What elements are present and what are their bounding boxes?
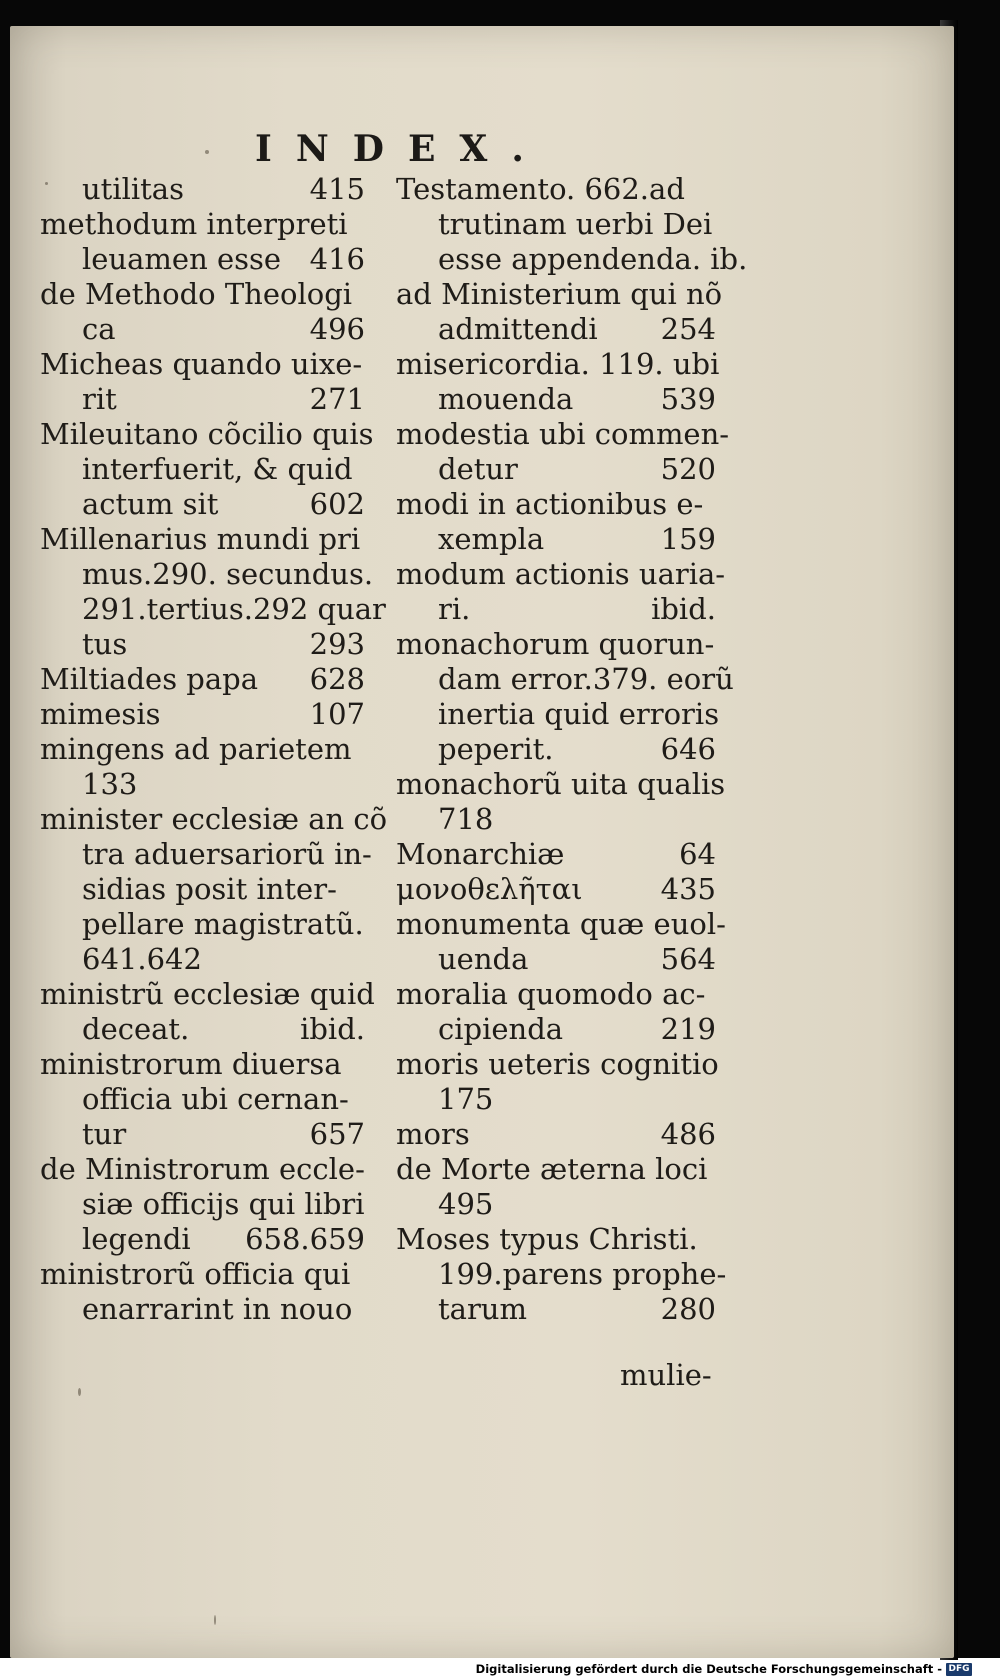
index-entry: [396, 277, 723, 312]
entry-text: Mileuitano cõcilio quis: [40, 417, 374, 451]
entry-text: sidias posit inter-: [82, 872, 337, 906]
entry-page-number: 271: [309, 382, 365, 416]
ink-spot: [214, 1615, 216, 1625]
index-entry: [40, 1222, 365, 1257]
index-entry: [396, 207, 716, 242]
entry-text: legendi: [82, 1222, 191, 1256]
entry-text: detur: [438, 452, 518, 486]
entry-text: Miltiades papa: [40, 662, 258, 696]
entry-text: monumenta quæ euol-: [396, 907, 726, 941]
entry-page-number: 416: [309, 242, 365, 276]
index-column-left: [40, 172, 388, 1327]
entry-text: mus.290. secundus.: [82, 557, 374, 591]
entry-text: leuamen esse: [82, 242, 282, 276]
entry-text: ad Ministerium qui nõ: [396, 277, 723, 311]
entry-text: 199.parens prophe-: [438, 1257, 727, 1291]
entry-text: Moses typus Christi.: [396, 1222, 698, 1256]
index-entry: [40, 347, 365, 382]
index-entry: [396, 732, 716, 767]
entry-text: modum actionis uaria-: [396, 557, 726, 591]
index-entry: [396, 942, 716, 977]
index-entry: [396, 872, 716, 907]
entry-text: Micheas quando uixe-: [40, 347, 363, 381]
entry-text: Millenarius mundi pri: [40, 522, 361, 556]
dfg-logo: DFG: [946, 1663, 972, 1676]
index-entry: [396, 907, 726, 942]
index-entry: [40, 732, 365, 767]
entry-page-number: ibid.: [651, 592, 716, 626]
entry-text: ca: [82, 312, 116, 346]
entry-text: enarrarint in nouo: [82, 1292, 353, 1326]
entry-text: pellare magistratũ.: [82, 907, 364, 941]
index-entry: [396, 977, 716, 1012]
entry-page-number: 254: [660, 312, 716, 346]
entry-text: monachorum quorun-: [396, 627, 715, 661]
entry-text: inertia quid erroris: [438, 697, 720, 731]
index-entry: [40, 837, 372, 872]
entry-text: de Morte æterna loci: [396, 1152, 708, 1186]
index-entry: [40, 767, 365, 802]
index-entry: [40, 557, 374, 592]
index-entry: [396, 487, 716, 522]
entry-text: misericordia. 119. ubi: [396, 347, 720, 381]
index-entry: [40, 1012, 365, 1047]
entry-text: trutinam uerbi Dei: [438, 207, 713, 241]
index-entry: [396, 172, 716, 207]
index-entry: [40, 277, 365, 312]
entry-text: 641.642: [82, 942, 202, 976]
index-entry: [396, 697, 720, 732]
entry-page-number: 435: [660, 872, 716, 906]
entry-page-number: 64: [679, 837, 716, 871]
index-entry: [396, 802, 716, 837]
index-entry: [40, 802, 388, 837]
entry-page-number: 564: [660, 942, 716, 976]
entry-page-number: 496: [309, 312, 365, 346]
ink-spot: [205, 150, 209, 154]
index-column-right: [396, 172, 748, 1327]
index-entry: [40, 452, 365, 487]
catchword: mulie-: [620, 1358, 712, 1392]
index-entry: [40, 1152, 365, 1187]
entry-text: 495: [438, 1187, 494, 1221]
index-entry: [396, 1047, 719, 1082]
index-entry: [40, 417, 374, 452]
entry-page-number: 539: [660, 382, 716, 416]
entry-text: siæ officijs qui libri: [82, 1187, 365, 1221]
entry-text: peperit.: [438, 732, 554, 766]
index-entry: [40, 522, 365, 557]
index-entry: [396, 452, 716, 487]
index-entry: [396, 522, 716, 557]
entry-text: mimesis: [40, 697, 161, 731]
index-entry: [396, 1152, 716, 1187]
entry-page-number: 657: [309, 1117, 365, 1151]
entry-text: Testamento. 662.ad: [396, 172, 685, 206]
index-entry: [40, 662, 365, 697]
index-entry: [40, 382, 365, 417]
entry-page-number: 219: [660, 1012, 716, 1046]
index-entry: [40, 242, 365, 277]
entry-text: tra aduersariorũ in-: [82, 837, 372, 871]
entry-text: cipienda: [438, 1012, 564, 1046]
entry-text: officia ubi cernan-: [82, 1082, 349, 1116]
index-entry: [40, 592, 386, 627]
entry-page-number: 658.659: [245, 1222, 365, 1256]
entry-page-number: 486: [660, 1117, 716, 1151]
entry-text: modestia ubi commen-: [396, 417, 730, 451]
entry-text: de Ministrorum eccle-: [40, 1152, 365, 1186]
entry-text: moralia quomodo ac-: [396, 977, 706, 1011]
entry-page-number: 280: [660, 1292, 716, 1326]
index-entry: [40, 1082, 365, 1117]
entry-page-number: 107: [309, 697, 365, 731]
index-entry: [40, 942, 365, 977]
index-entry: [396, 242, 748, 277]
entry-text: ri.: [438, 592, 471, 626]
entry-text: moris ueteris cognitio: [396, 1047, 719, 1081]
entry-text: uenda: [438, 942, 529, 976]
index-entry: [396, 1222, 716, 1257]
index-entry: [396, 557, 726, 592]
entry-text: de Methodo Theologi: [40, 277, 353, 311]
entry-text: deceat.: [82, 1012, 190, 1046]
entry-text: tus: [82, 627, 128, 661]
entry-text: actum sit: [82, 487, 219, 521]
index-entry: [40, 1117, 365, 1152]
index-entry: [40, 1257, 365, 1292]
index-entry: [396, 627, 716, 662]
entry-text: interfuerit, & quid: [82, 452, 353, 486]
entry-page-number: 520: [660, 452, 716, 486]
entry-page-number: 602: [309, 487, 365, 521]
entry-text: mors: [396, 1117, 470, 1151]
index-entry: [396, 1292, 716, 1327]
index-entry: [40, 487, 365, 522]
index-entry: [40, 872, 365, 907]
ink-spot: [78, 1388, 81, 1396]
entry-text: minister ecclesiæ an cõ: [40, 802, 388, 836]
entry-text: xempla: [438, 522, 545, 556]
index-entry: [40, 697, 365, 732]
entry-text: mingens ad parietem: [40, 732, 352, 766]
entry-text: 718: [438, 802, 494, 836]
index-entry: [396, 837, 716, 872]
index-entry: [40, 627, 365, 662]
entry-text: mouenda: [438, 382, 574, 416]
entry-text: 291.tertius.292 quar: [82, 592, 386, 626]
index-entry: [40, 312, 365, 347]
page-title: INDEX.: [255, 128, 548, 170]
index-entry: [40, 1047, 365, 1082]
entry-text: μονοθελῆται: [396, 872, 583, 906]
entry-text: esse appendenda. ib.: [438, 242, 748, 276]
index-entry: [40, 977, 375, 1012]
entry-page-number: 293: [309, 627, 365, 661]
entry-text: rit: [82, 382, 117, 416]
entry-text: 133: [82, 767, 138, 801]
index-entry: [396, 1082, 716, 1117]
entry-text: tur: [82, 1117, 127, 1151]
index-entry: [396, 767, 726, 802]
entry-text: dam error.379. eorũ: [438, 662, 734, 696]
entry-page-number: 646: [660, 732, 716, 766]
entry-page-number: 628: [309, 662, 365, 696]
entry-text: methodum interpreti: [40, 207, 348, 241]
index-entry: [40, 172, 365, 207]
index-entry: [40, 207, 365, 242]
index-entry: [396, 1257, 727, 1292]
entry-text: tarum: [438, 1292, 527, 1326]
index-entry: [396, 312, 716, 347]
entry-text: ministrorum diuersa: [40, 1047, 342, 1081]
entry-page-number: ibid.: [300, 1012, 365, 1046]
index-entry: [396, 417, 730, 452]
entry-text: ministrorũ officia qui: [40, 1257, 351, 1291]
index-entry: [396, 662, 734, 697]
index-entry: [396, 1187, 716, 1222]
index-entry: [40, 1187, 365, 1222]
entry-text: utilitas: [82, 172, 184, 206]
footer: [476, 1660, 972, 1678]
index-entry: [40, 907, 365, 942]
entry-text: ministrũ ecclesiæ quid: [40, 977, 375, 1011]
index-entry: [396, 347, 720, 382]
footer-credit: Digitalisierung gefördert durch die Deutsche Forschungsgemeinschaft -: [475, 1662, 942, 1676]
entry-page-number: 159: [660, 522, 716, 556]
entry-text: Monarchiæ: [396, 837, 565, 871]
entry-page-number: 415: [309, 172, 365, 206]
entry-text: monachorũ uita qualis: [396, 767, 726, 801]
index-entry: [396, 382, 716, 417]
index-entry: [396, 592, 716, 627]
entry-text: 175: [438, 1082, 494, 1116]
entry-text: modi in actionibus e-: [396, 487, 704, 521]
index-entry: [396, 1117, 716, 1152]
index-entry: [396, 1012, 716, 1047]
index-entry: [40, 1292, 365, 1327]
entry-text: admittendi: [438, 312, 598, 346]
